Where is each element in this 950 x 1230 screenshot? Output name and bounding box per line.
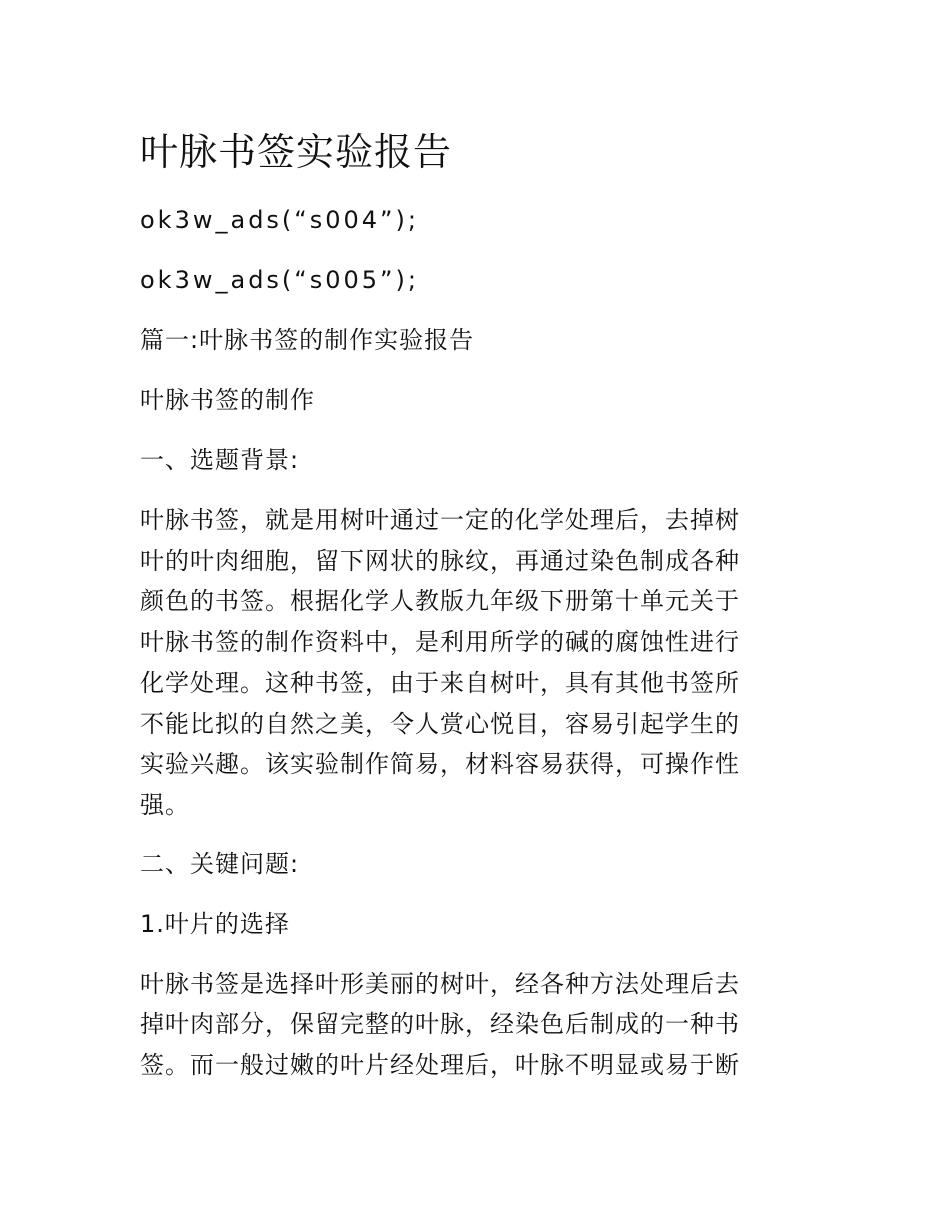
paragraph-line: 实验兴趣。该实验制作简易，材料容易获得，可操作性 (140, 750, 740, 779)
part-heading: 篇一:叶脉书签的制作实验报告 (140, 326, 475, 354)
code-line-2: ok3w_ads(“s005”); (140, 266, 419, 294)
document-title: 叶脉书签实验报告 (140, 130, 453, 174)
paragraph-line: 叶脉书签，就是用树叶通过一定的化学处理后，去掉树 (140, 506, 740, 534)
section-heading-key-issues: 二、关键问题: (140, 849, 300, 878)
paragraph-line: 颜色的书签。根据化学人教版九年级下册第十单元关于 (140, 587, 740, 616)
section-heading-background: 一、选题背景: (140, 446, 300, 474)
document-content (140, 124, 800, 1104)
subtitle: 叶脉书签的制作 (140, 386, 315, 414)
code-line-1: ok3w_ads(“s004”); (140, 206, 419, 234)
paragraph-line: 化学处理。这种书签，由于来自树叶，具有其他书签所 (140, 668, 740, 697)
subsection-heading-leaf-selection: 1.叶片的选择 (140, 909, 290, 938)
paragraph-line: 不能比拟的自然之美，令人赏心悦目，容易引起学生的 (140, 709, 740, 738)
leaf-selection-paragraph (140, 964, 800, 1086)
paragraph-line: 签。而一般过嫩的叶片经处理后，叶脉不明显或易于断 (140, 1051, 740, 1080)
paragraph-line: 叶的叶肉细胞，留下网状的脉纹，再通过染色制成各种 (140, 546, 740, 575)
background-paragraph (140, 500, 800, 826)
paragraph-line: 掉叶肉部分，保留完整的叶脉，经染色后制成的一种书 (140, 1010, 740, 1039)
paragraph-line: 强。 (140, 790, 190, 819)
paragraph-line: 叶脉书签的制作资料中，是利用所学的碱的腐蚀性进行 (140, 628, 740, 657)
paragraph-line: 叶脉书签是选择叶形美丽的树叶，经各种方法处理后去 (140, 969, 740, 998)
